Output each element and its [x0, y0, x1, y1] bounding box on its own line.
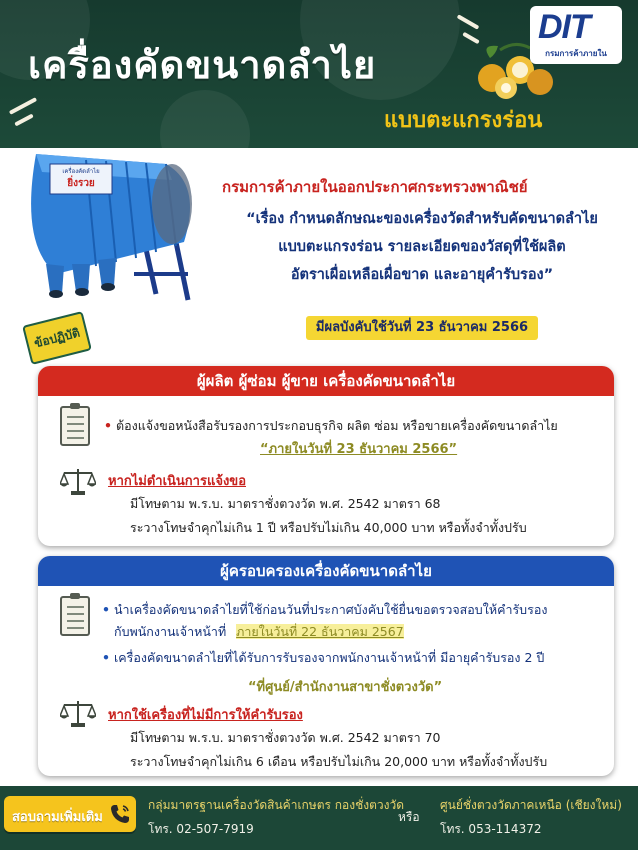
producers-requirement-text: ต้องแจ้งขอหนังสือรับรองการประกอบธุรกิจ ผลิต ซ่อม หรือขายเครื่องคัดขนาดลำไย	[116, 418, 558, 433]
balance-scale-icon	[60, 466, 96, 496]
owners-item1-line2	[114, 622, 404, 642]
logo-letters: DIT	[538, 8, 590, 46]
contact-button[interactable]	[4, 796, 136, 832]
section-producers-heading: ผู้ผลิต ผู้ซ่อม ผู้ขาย เครื่องคัดขนาดลำไย	[38, 366, 614, 396]
producers-penalty-title: หากไม่ดำเนินการแจ้งขอ	[108, 474, 246, 489]
section-owners-card	[38, 556, 614, 776]
contact-label: สอบถามเพิ่มเติม	[12, 810, 103, 825]
page-subtitle: แบบตะแกรงร่อน	[384, 108, 543, 133]
contact-org2: ศูนย์ชั่งตวงวัดภาคเหนือ (เชียงใหม่)	[440, 798, 622, 812]
machine-label-line1: เครื่องคัดลำไย	[62, 168, 100, 175]
contact-phone2[interactable]: โทร. 053-114372	[440, 822, 542, 836]
phone-icon	[108, 802, 132, 826]
producers-deadline: “ภายในวันที่ 23 ธันวาคม 2566”	[260, 442, 458, 457]
owners-item1-line1	[102, 600, 547, 620]
announcement-department: กรมการค้าภายในออกประกาศกระทรวงพาณิชย์	[222, 178, 528, 196]
owners-location: “ที่ศูนย์/สำนักงานสาขาชั่งตวงวัด”	[248, 680, 443, 695]
owners-penalty-law: มีโทษตาม พ.ร.บ. มาตราชั่งตวงวัด พ.ศ. 2542 มาตรา 70	[130, 730, 441, 745]
owners-item1-deadline: ภายในวันที่ 22 ธันวาคม 2567	[236, 624, 404, 639]
section-producers-card	[38, 366, 614, 546]
decor-stroke	[9, 97, 37, 115]
effective-date-banner: มีผลบังคับใช้วันที่ 23 ธันวาคม 2566	[306, 316, 538, 340]
producers-requirement	[104, 416, 558, 436]
section-owners-heading: ผู้ครอบครองเครื่องคัดขนาดลำไย	[38, 556, 614, 586]
bullet: •	[104, 418, 112, 433]
contact-org1: กลุ่มมาตรฐานเครื่องวัดสินค้าเกษตร กองชั่งตวงวัด	[148, 798, 405, 812]
longan-grading-machine-image	[16, 124, 206, 314]
dit-logo	[530, 6, 622, 64]
balance-scale-icon	[60, 698, 96, 728]
contact-or: หรือ	[398, 810, 420, 824]
owners-item2-text: เครื่องคัดขนาดลำไยที่ได้รับการรับรองจากพนักงานเจ้าหน้าที่ มีอายุคำรับรอง 2 ปี	[114, 650, 545, 665]
announcement-line: อัตราเผื่อเหลือเผื่อขาด และอายุคำรับรอง”	[290, 267, 554, 283]
guideline-badge: ข้อปฏิบัติ	[22, 311, 92, 365]
producers-penalty-detail: ระวางโทษจำคุกไม่เกิน 1 ปี หรือปรับไม่เกิน 40,000 บาท หรือทั้งจำทั้งปรับ	[130, 520, 527, 535]
decor-stroke	[457, 14, 480, 29]
owners-item1-line1-text: นำเครื่องคัดขนาดลำไยที่ใช้ก่อนวันที่ประกาศบังคับใช้ยื่นขอตรวจสอบให้คำรับรอง	[114, 602, 548, 617]
owners-penalty-title: หากใช้เครื่องที่ไม่มีการให้คำรับรอง	[108, 708, 303, 723]
owners-penalty-detail: ระวางโทษจำคุกไม่เกิน 6 เดือน หรือปรับไม่เกิน 20,000 บาท หรือทั้งจำทั้งปรับ	[130, 754, 548, 769]
announcement-line: “เรื่อง กำหนดลักษณะของเครื่องวัดสำหรับคัดขนาดลำไย	[246, 211, 598, 227]
owners-item1-line2-text: กับพนักงานเจ้าหน้าที่	[114, 624, 227, 639]
owners-item2	[102, 648, 544, 668]
footer-contact-bar	[0, 786, 638, 850]
machine-label-line2: ยิ่งรวย	[67, 178, 95, 189]
clipboard-icon	[60, 596, 90, 636]
bullet: •	[102, 650, 110, 665]
contact-phone1[interactable]: โทร. 02-507-7919	[148, 822, 254, 836]
clipboard-icon	[60, 406, 90, 446]
bullet: •	[102, 602, 110, 617]
announcement-body	[212, 205, 632, 289]
producers-penalty-law: มีโทษตาม พ.ร.บ. มาตราชั่งตวงวัด พ.ศ. 2542 มาตรา 68	[130, 496, 441, 511]
announcement-line: แบบตะแกรงร่อน รายละเอียดของวัสดุที่ใช้ผลิต	[278, 239, 566, 255]
page-title: เครื่องคัดขนาดลำไย	[28, 43, 377, 87]
logo-caption: กรมการค้าภายใน	[545, 49, 607, 58]
